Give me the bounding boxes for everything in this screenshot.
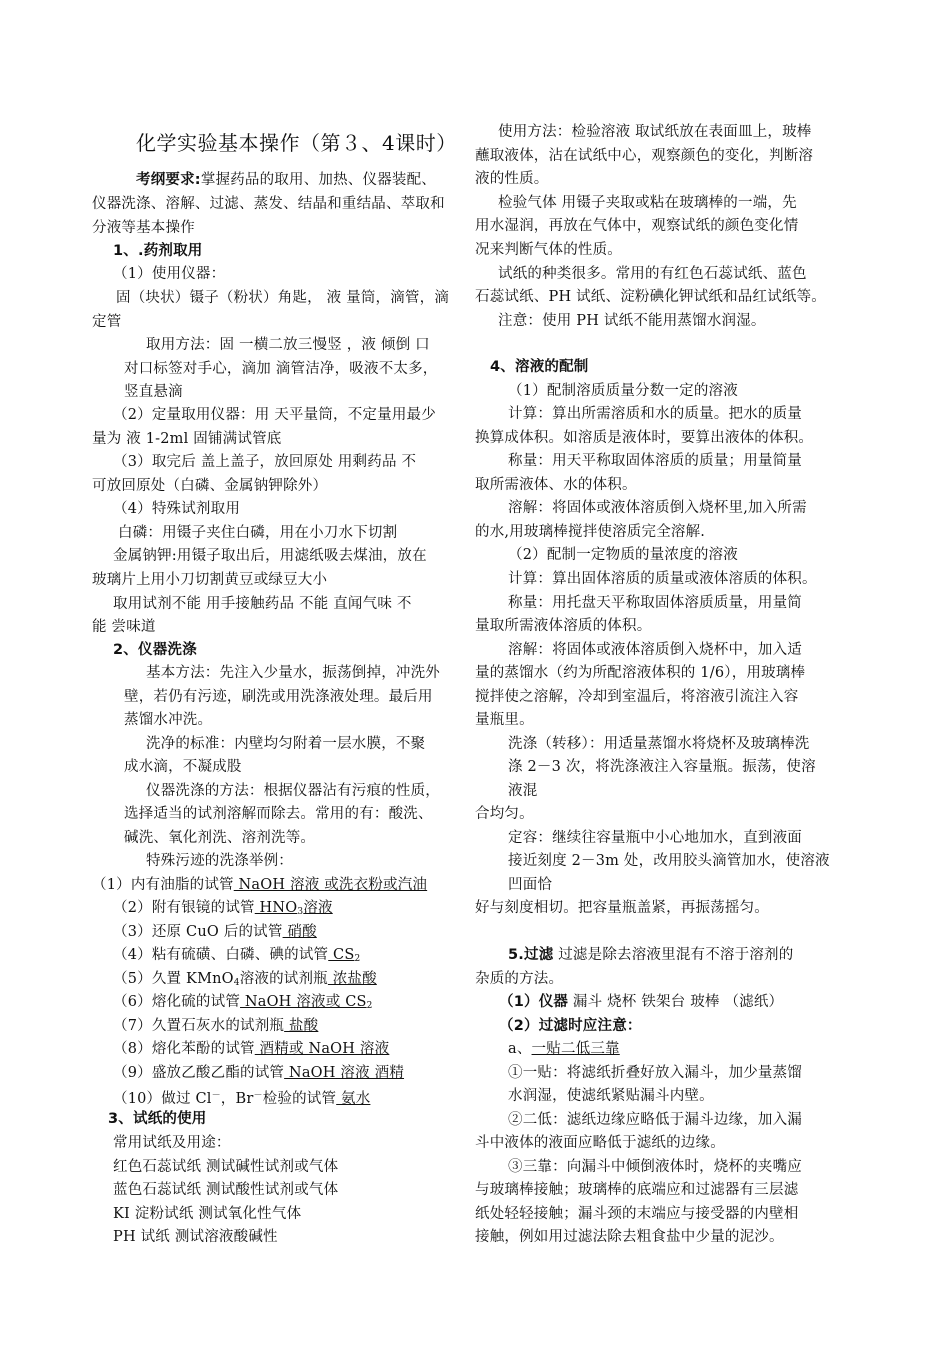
paragraph-line: （1）配制溶质质量分数一定的溶液 — [508, 383, 738, 399]
washing-example — [113, 922, 317, 942]
rule-line: a、一贴二低三靠 — [508, 1041, 620, 1057]
example-answer: 硝酸 — [282, 924, 317, 940]
paragraph-text: 过滤是除去溶液里混有不溶于溶剂的 — [553, 947, 794, 963]
paragraph-line: 用水湿润，再放在气体中，观察试纸的颜色变化情 — [475, 218, 799, 234]
paragraph-line: 杂质的方法。 — [475, 971, 564, 987]
example-item: （3）还原 CuO 后的试管 — [113, 924, 283, 940]
paragraph-line: 液混 — [508, 783, 538, 799]
section-heading-solution: 4、溶液的配制 — [490, 359, 589, 375]
paragraph-line: 合均匀。 — [475, 806, 534, 822]
paragraph-line: （2）定量取用仪器：用 天平量筒，不定量用最少 — [113, 407, 436, 423]
paragraph-line: 检验气体 用镊子夹取或粘在玻璃棒的一端，先 — [498, 195, 797, 211]
rule-keyword: 一贴二低三靠 — [531, 1041, 620, 1057]
paragraph-line: 石蕊试纸、PH 试纸、淀粉碘化钾试纸和品红试纸等。 — [475, 289, 827, 305]
paragraph-line: （1）使用仪器： — [113, 266, 226, 282]
paragraph-line: 与玻璃棒接触；玻璃棒的底端应和过滤器有三层滤 — [475, 1182, 799, 1198]
paragraph-line: 液的性质。 — [475, 171, 549, 187]
paragraph-line: 金属钠钾:用镊子取出后，用滤纸吸去煤油，放在 — [113, 548, 427, 564]
paragraph-line: PH 试纸 测试溶液酸碱性 — [113, 1229, 278, 1245]
paragraph-line: 定管 — [92, 314, 122, 330]
paragraph-line: 对口标签对手心，滴加 滴管洁净，吸液不太多， — [124, 361, 438, 377]
section-heading-test-paper: 3、试纸的使用 — [108, 1111, 207, 1127]
paragraph-line: 蘸取液体，沾在试纸中心，观察颜色的变化，判断溶 — [475, 148, 814, 164]
paragraph-line: 溶解：将固体或液体溶质倒入烧杯里,加入所需 — [508, 500, 807, 516]
paragraph-line: 可放回原处（白磷、金属钠钾除外） — [92, 478, 328, 494]
example-item: （5）久置 KMnO$_4$溶液的试剂瓶 — [113, 971, 328, 988]
example-item: （7）久置石灰水的试剂瓶 — [113, 1018, 285, 1034]
washing-example — [113, 1063, 404, 1083]
example-answer: NaOH 溶液 酒精 — [284, 1065, 405, 1081]
paragraph-line: KI 淀粉试纸 测试氧化性气体 — [113, 1206, 302, 1222]
paragraph-line: 试纸的种类很多。常用的有红色石蕊试纸、蓝色 — [498, 266, 807, 282]
paragraph-line: 的水,用玻璃棒搅拌使溶质完全溶解. — [475, 524, 706, 540]
paragraph-line: 蒸馏水冲洗。 — [124, 712, 213, 728]
paragraph-line: 量取所需液体溶质的体积。 — [475, 618, 652, 634]
paragraph-line: 能 尝味道 — [92, 619, 156, 635]
paragraph-line: 接触，例如用过滤法除去粗食盐中少量的泥沙。 — [475, 1229, 784, 1245]
paragraph-line: 蓝色石蕊试纸 测试酸性试剂或气体 — [113, 1182, 339, 1198]
paragraph-line: 基本方法：先注入少量水，振荡倒掉，冲洗外 — [146, 665, 440, 681]
requirement-line — [136, 170, 436, 190]
paragraph-line: 称量：用天平称取固体溶质的质量；用量简量 — [508, 453, 802, 469]
paragraph-line: 换算成体积。如溶质是液体时，要算出液体的体积。 — [475, 430, 814, 446]
paragraph-line: 红色石蕊试纸 测试碱性试剂或气体 — [113, 1159, 339, 1175]
example-item: （6）熔化硫的试管 — [113, 994, 241, 1010]
paragraph-line: 溶解：将固体或液体溶质倒入烧杯中，加入适 — [508, 642, 802, 658]
example-item: （4）粘有硫磺、白磷、碘的试管 — [113, 947, 329, 963]
paragraph-line: 使用方法：检验溶液 取试纸放在表面皿上，玻棒 — [498, 124, 812, 140]
paragraph-line: 接近刻度 2－3m 处，改用胶头滴管加水，使溶液 — [508, 853, 830, 869]
requirement-text: 仪器洗涤、溶解、过滤、蒸发、结晶和重结晶、萃取和 — [92, 196, 445, 212]
paragraph-line: 斗中液体的液面应略低于滤纸的边缘。 — [475, 1135, 725, 1151]
paragraph-line: 成水滴，不凝成股 — [124, 759, 242, 775]
example-answer: 盐酸 — [284, 1018, 319, 1034]
paragraph-line: 取所需液体、水的体积。 — [475, 477, 637, 493]
paragraph-line: ③三靠：向漏斗中倾倒液体时，烧杯的夹嘴应 — [508, 1159, 802, 1175]
paragraph-line: 常用试纸及用途： — [113, 1135, 231, 1151]
paragraph-line: 凹面恰 — [508, 877, 553, 893]
paragraph-line: 计算：算出固体溶质的质量或液体溶质的体积。 — [508, 571, 817, 587]
paragraph-line: 碱洗、氧化剂洗、溶剂洗等。 — [124, 830, 316, 846]
example-answer: $HNO_3$溶液 — [254, 900, 333, 917]
paragraph-line: 洗涤（转移）：用适量蒸馏水将烧杯及玻璃棒洗 — [508, 736, 810, 752]
washing-example — [92, 875, 427, 895]
example-answer: NaOH 溶液 或洗衣粉或汽油 — [233, 877, 428, 893]
washing-example — [113, 969, 377, 993]
paragraph-line: 选择适当的试剂溶解而除去。常用的有：酸洗、 — [124, 806, 433, 822]
requirement-text: 分液等基本操作 — [92, 220, 195, 236]
filtration-intro — [508, 945, 793, 965]
washing-example — [113, 1016, 318, 1036]
washing-example — [113, 992, 373, 1016]
example-item: （1）内有油脂的试管 — [92, 877, 234, 893]
page-title: 化学实验基本操作（第３、4课时） — [136, 131, 457, 155]
paragraph-line: 称量：用托盘天平称取固体溶质质量，用量简 — [508, 595, 802, 611]
paragraph-line: 量为 液 1-2ml 固铺满试管底 — [92, 431, 282, 447]
paragraph-line: 定容：继续往容量瓶中小心地加水，直到液面 — [508, 830, 802, 846]
paragraph-line: 取用方法：固 一横二放三慢竖 ，液 倾倒 口 — [146, 337, 430, 353]
subheading-filtration-notes: （2）过滤时应注意： — [499, 1018, 642, 1034]
paragraph-line: 纸处轻轻接触；漏斗颈的末端应与接受器的内壁相 — [475, 1206, 799, 1222]
requirement-label: 考纲要求: — [136, 172, 201, 188]
example-item: （10）做过 Cl－，Br－检验的试管 — [113, 1091, 337, 1107]
paragraph-line: 白磷：用镊子夹住白磷，用在小刀水下切割 — [118, 525, 398, 541]
example-item: （9）盛放乙酸乙酯的试管 — [113, 1065, 285, 1081]
instruments-text: 漏斗 烧杯 铁架台 玻棒 （滤纸） — [568, 994, 784, 1010]
paragraph-line: （4）特殊试剂取用 — [113, 501, 241, 517]
paragraph-line: （3）取完后 盖上盖子，放回原处 用剩药品 不 — [113, 454, 417, 470]
paragraph-line: 好与刻度相切。把容量瓶盖紧，再振荡摇匀。 — [475, 900, 769, 916]
example-item: （8）熔化苯酚的试管 — [113, 1041, 255, 1057]
section-heading-washing: 2、仪器洗涤 — [113, 642, 197, 658]
paragraph-line: 注意：使用 PH 试纸不能用蒸馏水润湿。 — [498, 313, 766, 329]
paragraph-line: 仪器洗涤的方法：根据仪器沾有污痕的性质， — [146, 783, 440, 799]
paragraph-line: 取用试剂不能 用手接触药品 不能 直闻气味 不 — [113, 596, 412, 612]
paragraph-line: 固（块状）镊子（粉状）角匙， 液 量筒，滴管，滴 — [116, 290, 450, 306]
paragraph-line: 竖直悬滴 — [124, 384, 183, 400]
paragraph-line: （2）配制一定物质的量浓度的溶液 — [508, 547, 738, 563]
paragraph-line: ①一贴：将滤纸折叠好放入漏斗，加少量蒸馏 — [508, 1065, 802, 1081]
instruments-line — [499, 992, 783, 1012]
requirement-text: 掌握药品的取用、加热、仪器装配、 — [200, 172, 437, 188]
example-answer: $CS_2$ — [328, 947, 361, 964]
washing-example — [113, 1039, 389, 1059]
paragraph-line: 计算：算出所需溶质和水的质量。把水的质量 — [508, 406, 802, 422]
washing-example — [113, 898, 333, 922]
example-answer: 酒精或 NaOH 溶液 — [254, 1041, 390, 1057]
example-answer: NaOH 溶液或 $CS_2$ — [240, 994, 373, 1011]
paragraph-line: 壁，若仍有污迹，刷洗或用洗涤液处理。最后用 — [124, 689, 433, 705]
paragraph-line: ②二低：滤纸边缘应略低于漏斗边缘，加入漏 — [508, 1112, 802, 1128]
section-heading-drug-taking: 1、.药剂取用 — [113, 243, 203, 259]
section-heading-filtration: 5.过滤 — [508, 947, 554, 963]
paragraph-line: 涤 2－3 次，将洗涤液注入容量瓶。振荡，使溶 — [508, 759, 816, 775]
paragraph-line: 量的蒸馏水（约为所配溶液体积的 1/6），用玻璃棒 — [475, 665, 806, 681]
paragraph-line: 况来判断气体的性质。 — [475, 242, 622, 258]
paragraph-line: 玻璃片上用小刀切割黄豆或绿豆大小 — [92, 572, 328, 588]
paragraph-line: 水润湿，使滤纸紧贴漏斗内壁。 — [508, 1088, 714, 1104]
washing-example — [113, 1086, 370, 1109]
washing-example — [113, 945, 360, 969]
paragraph-line: 特殊污迹的洗涤举例： — [146, 853, 293, 869]
example-answer: 氨水 — [336, 1091, 371, 1107]
example-answer: 浓盐酸 — [327, 971, 377, 987]
paragraph-line: 搅拌使之溶解，冷却到室温后，将溶液引流注入容 — [475, 689, 799, 705]
example-item: （2）附有银镜的试管 — [113, 900, 255, 916]
paragraph-line: 洗净的标准：内壁均匀附着一层水膜，不聚 — [146, 736, 426, 752]
paragraph-line: 量瓶里。 — [475, 712, 534, 728]
instruments-label: （1）仪器 — [499, 994, 569, 1010]
